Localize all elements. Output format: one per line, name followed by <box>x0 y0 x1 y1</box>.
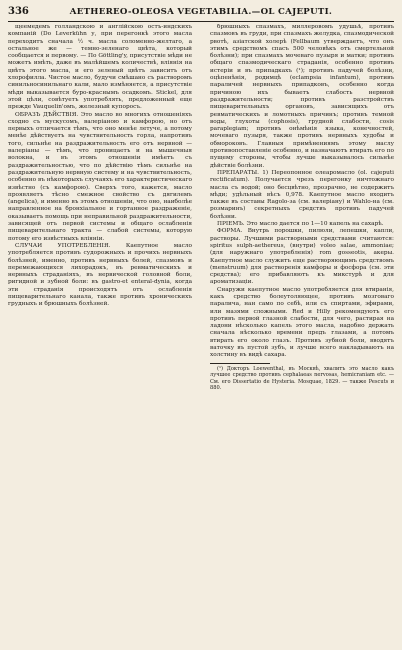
running-title: AETHEREO-OLEOSA VEGETABILIA.—OL CAJEPUTI. <box>69 7 333 17</box>
paragraph-external: Снаружи каепутное масло употребляется для втиранія, какъ средство болеутоляющее, противъ мозговаго паралича, нан само по себѣ, или съ спиртами, эфирами, или мазями сложными. Red и Hilly рекомендуютъ его противъ первой глазной слабости, для чего, растирая на ладони нѣсколько капель этого масла, надобно держать сначала нѣсколько времени предъ глазами, а потомъ втирать его около глазъ. Противъ зубной боли, вводятъ ваточку въ пустой зубъ, и лучше всего накладываютъ на холстину въ видѣ сахара. <box>210 286 394 359</box>
paragraph-dose: ПРІЕМЪ. Это масло дается по 1—10 капель на сахарѣ. <box>217 221 384 228</box>
paragraph-action: ОБРАЗЪ ДѢЙСТВІЯ. Это масло во многихъ отношеніяхъ сходно съ мускусомъ, валеріаною и камфорою, но отъ первыхъ отличается тѣмъ, что оно менѣе летуче, а потому менѣе дѣйствуетъ на чувствительность горла, напротивъ того, сильнѣе на раздражительность его отъ нервной — валеріаны — тѣмъ, что проницаетъ и на мышечныя волокна, и въ этомъ отношеніи имѣетъ съ раздражительностью, что по дѣйствію тѣмъ сильнѣе на раздражительную нервную систему и на чувствительность, особенно въ нѣкоторыхъ случаяхъ его характеристическаго извѣстно (съ камфорою). Сверхъ того, кажется, масло проявляетъ тѣсно смежное свойство съ дягилемъ (angelica), и именно въ этомъ отношеніи, что оно, наиболѣе направленное на бронхіальное и гортанное раздраженіе, оказываетъ помощь при неправильной раздражительности, зависящей отъ первой системы и общаго ослабленія пищеварительнаго тракта — слабой системы, которую потому его извѣстныхъ вліяніи. <box>8 111 192 242</box>
header-rule <box>8 21 394 22</box>
right-column <box>210 24 394 646</box>
footnote: (¹) Докторъ Loewenthal, въ Москвѣ, хвалитъ это масло какъ лучшее средство противъ cephalaeas nervosas, hemicraniam etc. — См. его Dissertatio de Hysteria. Mosquae, 1829. — также Pescuts и 880. <box>210 365 394 392</box>
paragraph-usage: СЛУЧАИ УПОТРЕБЛЕНІЯ. Каепутное масло употребляется противъ судорожныхъ и прочихъ нервныхъ болѣзней, именно, противъ нервныхъ болей, спазмовъ и перемежающихся лихорадокъ, въ ревматическихъ и нервныхъ страданіяхъ, въ нервической головной боли, ригидной и зубной боли: въ gastro-et enteral-dynia, когда эти страданія происходятъ отъ ослабленія пищеварительнаго канала, также противъ хроническихъ грудныхъ и брюшныхъ болѣзней. <box>8 242 192 308</box>
left-column <box>8 24 192 646</box>
paragraph-form: ФОРМА. Внутрь порошки, пилюли, лепешки, капли, растворы. Лучшими растворными средствами считаются: spiritus sulph-aethereus, (внутри) voleo salae, ammoniae; (для наружнаго употребленія) rom gosseotis, акеры. Каепутное масло служитъ еще растворяющимъ средствомъ (menstruum) для растворенія камфоры и фосфора (см. эти средства); его прибавляютъ къ микстурѣ и для ароматизаціи. <box>210 228 394 286</box>
paragraph-preparations: ПРЕПАРАТЫ. 1) Переопонное олеаромасло (ol. cajeputi rectificatum). Получается чрезъ перегонку ничтожнаго масла съ водой; оно бесцвѣтно, прозрачно, не содержитъ мѣди; удѣльный вѣсъ 0,978. Каепутное масло входитъ также въ составы Ragolo-за (см. валеріану) и Wahlo-на (см. розмаринъ) секретныхъ средствъ противъ падучей болѣзни. <box>210 169 394 220</box>
footnote-rule <box>210 363 270 364</box>
paragraph-usage-cont: брюшныхъ спазмахъ, миллеровомъ удушьѣ, противъ спазмовъ въ груди, при спазмахъ желудка, спазмодической рвотѣ, азіатской холерѣ (Fellbaum утверждаетъ, что онъ этимъ средствомъ спасъ 500 человѣкъ отъ смертельной болѣзни); при спазмахъ мочеваго пузыря и матки; противъ общаго спазмодическаго страданія, особенно противъ истеріи и въ припадкахъ (¹); противъ падучей болѣзни, оцѣпенѣнія, родимцѣ (eclampsia infantum), противъ параличей нервныхъ припадковъ, особенно когда причиною ихъ бываетъ слабость нервной раздражительности; противъ разстройствъ пищеварительныхъ органовъ, зависящихъ отъ ревматическихъ и ломотныхъ причинъ; противъ темной воды, глухоты (cophosis), грудной слабости, cosis paraplegiam; противъ онѣмѣнія языка, конечностей, мочеваго пузыря, также противъ нервныхъ худобы и обмороковъ. Главныя примѣнениямъ этому маслу противопоставленіе особенно, и назначаютъ втирать его по пущему стороны, чтобы лучше выказывалось сильнѣе дѣйствіе болѣзни. <box>210 24 394 169</box>
paragraph-intro: щеемедемъ голландскою и англійскою остъ-индскихъ компаній (Do Leverkühn у, при перегонкѣ этого масла переходитъ сначала ½ ч. масла соломенно-желтаго, а остальное же — темно-зеленаго цвѣта, который сообщается и первому. — По Göttling'y, присутствіе мѣди не можетъ имѣть, даже въ малѣйшемъ количествѣ, вліянія на цвѣтъ этого масла, и его зеленый цвѣтъ зависитъ отъ хлорофилла. Чистое масло, будучи смѣшано съ растворомъ синильносинильнаго кали, мало измѣняется, а присутствіе мѣди выказывается буро-краснымъ осадкомъ. Stickel, для этой цѣли, совѣтуетъ употреблять, предложенный еще прежде Vauquelin'омъ, железный купоросъ. <box>8 24 192 111</box>
running-header <box>8 6 394 20</box>
page-number: 336 <box>8 6 29 17</box>
